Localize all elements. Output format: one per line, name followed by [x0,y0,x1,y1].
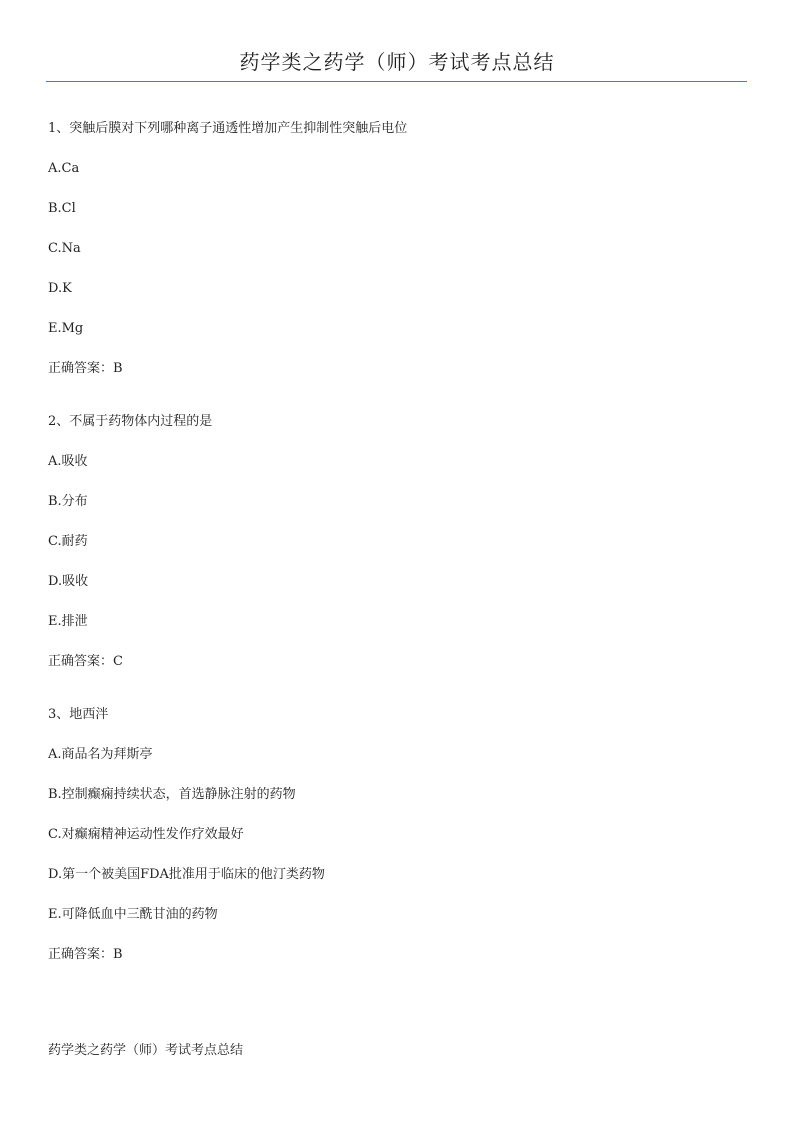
question-stem: 3、地西泮 [48,707,109,722]
option-c: C.耐药 [48,534,88,549]
question-stem: 2、不属于药物体内过程的是 [48,414,213,429]
option-e: E.可降低血中三酰甘油的药物 [48,907,218,922]
title-divider [46,81,747,82]
question-stem: 1、突触后膜对下列哪种离子通透性增加产生抑制性突触后电位 [48,121,408,136]
option-c: C.Na [48,241,81,256]
option-d: D.K [48,281,72,296]
option-a: A.Ca [48,161,80,176]
option-d: D.吸收 [48,574,89,589]
option-a: A.商品名为拜斯亭 [48,747,153,762]
option-e: E.排泄 [48,614,88,629]
option-a: A.吸收 [48,454,88,469]
page-title: 药学类之药学（师）考试考点总结 [239,50,555,74]
page-footer: 药学类之药学（师）考试考点总结 [48,1043,244,1058]
option-d: D.第一个被美国FDA批准用于临床的他汀类药物 [48,867,325,882]
correct-answer: 正确答案：B [48,947,123,962]
option-b: B.控制癫痫持续状态，首选静脉注射的药物 [48,787,296,802]
option-b: B.分布 [48,494,88,509]
correct-answer: 正确答案：B [48,361,123,376]
option-e: E.Mg [48,321,84,336]
option-c: C.对癫痫精神运动性发作疗效最好 [48,827,244,842]
correct-answer: 正确答案：C [48,654,123,669]
option-b: B.Cl [48,201,76,216]
